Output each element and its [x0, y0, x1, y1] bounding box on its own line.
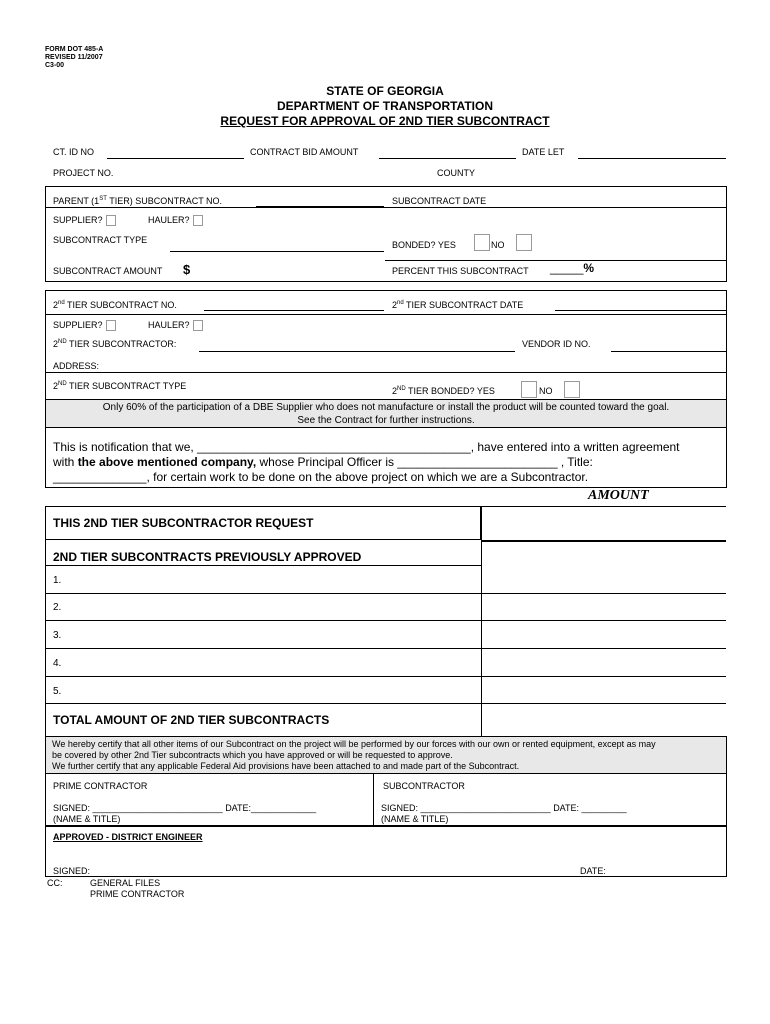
- table-row: 1.: [53, 575, 62, 586]
- second-sub-date-field[interactable]: [555, 310, 726, 311]
- date-let-field[interactable]: [578, 158, 726, 159]
- address-label: ADDRESS:: [53, 361, 100, 371]
- vendor-id-field[interactable]: [611, 351, 726, 352]
- table-row: 4.: [53, 658, 62, 669]
- percent-field[interactable]: _____%: [550, 261, 595, 275]
- second-sub-type-label: 2ND TIER SUBCONTRACT TYPE: [53, 381, 187, 391]
- parent-sub-type-label: SUBCONTRACT TYPE: [53, 235, 148, 245]
- parent-hauler-checkbox[interactable]: [193, 215, 203, 226]
- prime-signed: SIGNED: __________________________ DATE:_____________: [53, 803, 317, 813]
- cc-list: GENERAL FILES PRIME CONTRACTOR: [90, 878, 185, 899]
- parent-bonded-label: BONDED? YES: [392, 240, 456, 250]
- second-bonded-label: 2ND TIER BONDED? YES: [392, 386, 495, 396]
- table-row: 5.: [53, 686, 62, 697]
- county-label: COUNTY: [437, 168, 475, 178]
- sub-signed: SIGNED: __________________________ DATE: _________: [381, 803, 627, 813]
- parent-sub-date-label: SUBCONTRACT DATE: [392, 196, 487, 206]
- dept-title: DEPARTMENT OF TRANSPORTATION: [277, 99, 493, 113]
- sub-name-title: (NAME & TITLE): [381, 814, 449, 824]
- second-supplier-checkbox[interactable]: [106, 320, 116, 331]
- subcontractor-label: SUBCONTRACTOR: [383, 781, 465, 791]
- parent-sub-amount-label: SUBCONTRACT AMOUNT: [53, 266, 163, 276]
- second-bonded-yes-checkbox[interactable]: [521, 381, 537, 398]
- dbe-note: Only 60% of the participation of a DBE Supplier who does not manufacture or install the product will be counted toward the goal. See the Contract for further instructions.: [46, 399, 726, 428]
- date-let-label: DATE LET: [522, 147, 565, 157]
- table-row: 3.: [53, 630, 62, 641]
- parent-sub-type-field[interactable]: [170, 251, 384, 252]
- second-subcontractor-field[interactable]: [199, 351, 515, 352]
- title-field[interactable]: ______________: [53, 470, 147, 484]
- second-subcontractor-label: 2ND TIER SUBCONTRACTOR:: [53, 339, 177, 349]
- second-hauler: HAULER?: [148, 320, 203, 331]
- vendor-id-label: VENDOR ID NO.: [522, 339, 591, 349]
- bid-amount-field[interactable]: [379, 158, 516, 159]
- page-header: [0, 84, 770, 129]
- percent-label: PERCENT THIS SUBCONTRACT: [392, 266, 529, 276]
- parent-bonded-no-checkbox[interactable]: [516, 234, 532, 251]
- second-sub-no-label: 2nd TIER SUBCONTRACT NO.: [53, 300, 177, 310]
- form-title: REQUEST FOR APPROVAL OF 2ND TIER SUBCONTRACT: [220, 114, 550, 128]
- approved-signed-label: SIGNED:: [53, 866, 91, 876]
- second-bonded-no-label: NO: [539, 386, 553, 396]
- request-row-label: THIS 2ND TIER SUBCONTRACTOR REQUEST: [53, 516, 314, 530]
- second-sub-no-field[interactable]: [204, 310, 384, 311]
- parent-sub-no-field[interactable]: [256, 206, 384, 207]
- table-row: 2.: [53, 602, 62, 613]
- parent-supplier: SUPPLIER?: [53, 215, 116, 226]
- prime-contractor-label: PRIME CONTRACTOR: [53, 781, 148, 791]
- second-supplier: SUPPLIER?: [53, 320, 116, 331]
- project-no-label: PROJECT NO.: [53, 168, 114, 178]
- parent-sub-no-label: PARENT (1ST TIER) SUBCONTRACT NO.: [53, 196, 223, 206]
- notification-text: This is notification that we, _________________________________________, have entered into a written agreement with the above mentioned company, whose Principal Officer is ________________________ , Title: ______________, for certain work to be done on the above project on which we are a Subcontractor.: [53, 440, 680, 484]
- dollar-sign: $: [183, 262, 191, 277]
- second-sub-date-label: 2nd TIER SUBCONTRACT DATE: [392, 300, 524, 310]
- parent-bonded-yes-checkbox[interactable]: [474, 234, 490, 251]
- state-title: STATE OF GEORGIA: [326, 84, 444, 98]
- approved-title: APPROVED - DISTRICT ENGINEER: [53, 832, 203, 842]
- previous-label: 2ND TIER SUBCONTRACTS PREVIOUSLY APPROVED: [53, 550, 362, 564]
- parent-hauler: HAULER?: [148, 215, 203, 226]
- cc-label: CC:: [47, 878, 63, 888]
- amount-header: AMOUNT: [588, 488, 649, 503]
- company-name-field[interactable]: _________________________________________: [197, 440, 471, 454]
- parent-supplier-checkbox[interactable]: [106, 215, 116, 226]
- certification-text: We hereby certify that all other items of our Subcontract on the project will be performed by our forces with our own or rented equipment, except as may be covered by other 2nd Tier subcontracts which you have approved or will be requested to approve. We further certify that any applicable Federal Aid provisions have been attached to and made part of the Subcontract.: [45, 736, 727, 774]
- parent-bonded-no-label: NO: [491, 240, 505, 250]
- total-label: TOTAL AMOUNT OF 2ND TIER SUBCONTRACTS: [53, 713, 330, 727]
- prime-name-title: (NAME & TITLE): [53, 814, 121, 824]
- ct-id-field[interactable]: [107, 158, 244, 159]
- second-bonded-no-checkbox[interactable]: [564, 381, 580, 398]
- ct-id-label: CT. ID NO: [53, 147, 95, 157]
- second-hauler-checkbox[interactable]: [193, 320, 203, 331]
- approved-date-label: DATE:: [580, 866, 606, 876]
- bid-amount-label: CONTRACT BID AMOUNT: [250, 147, 359, 157]
- form-id: FORM DOT 485-A REVISED 11/2007 C3-00: [45, 46, 104, 69]
- principal-officer-field[interactable]: ________________________: [397, 455, 558, 469]
